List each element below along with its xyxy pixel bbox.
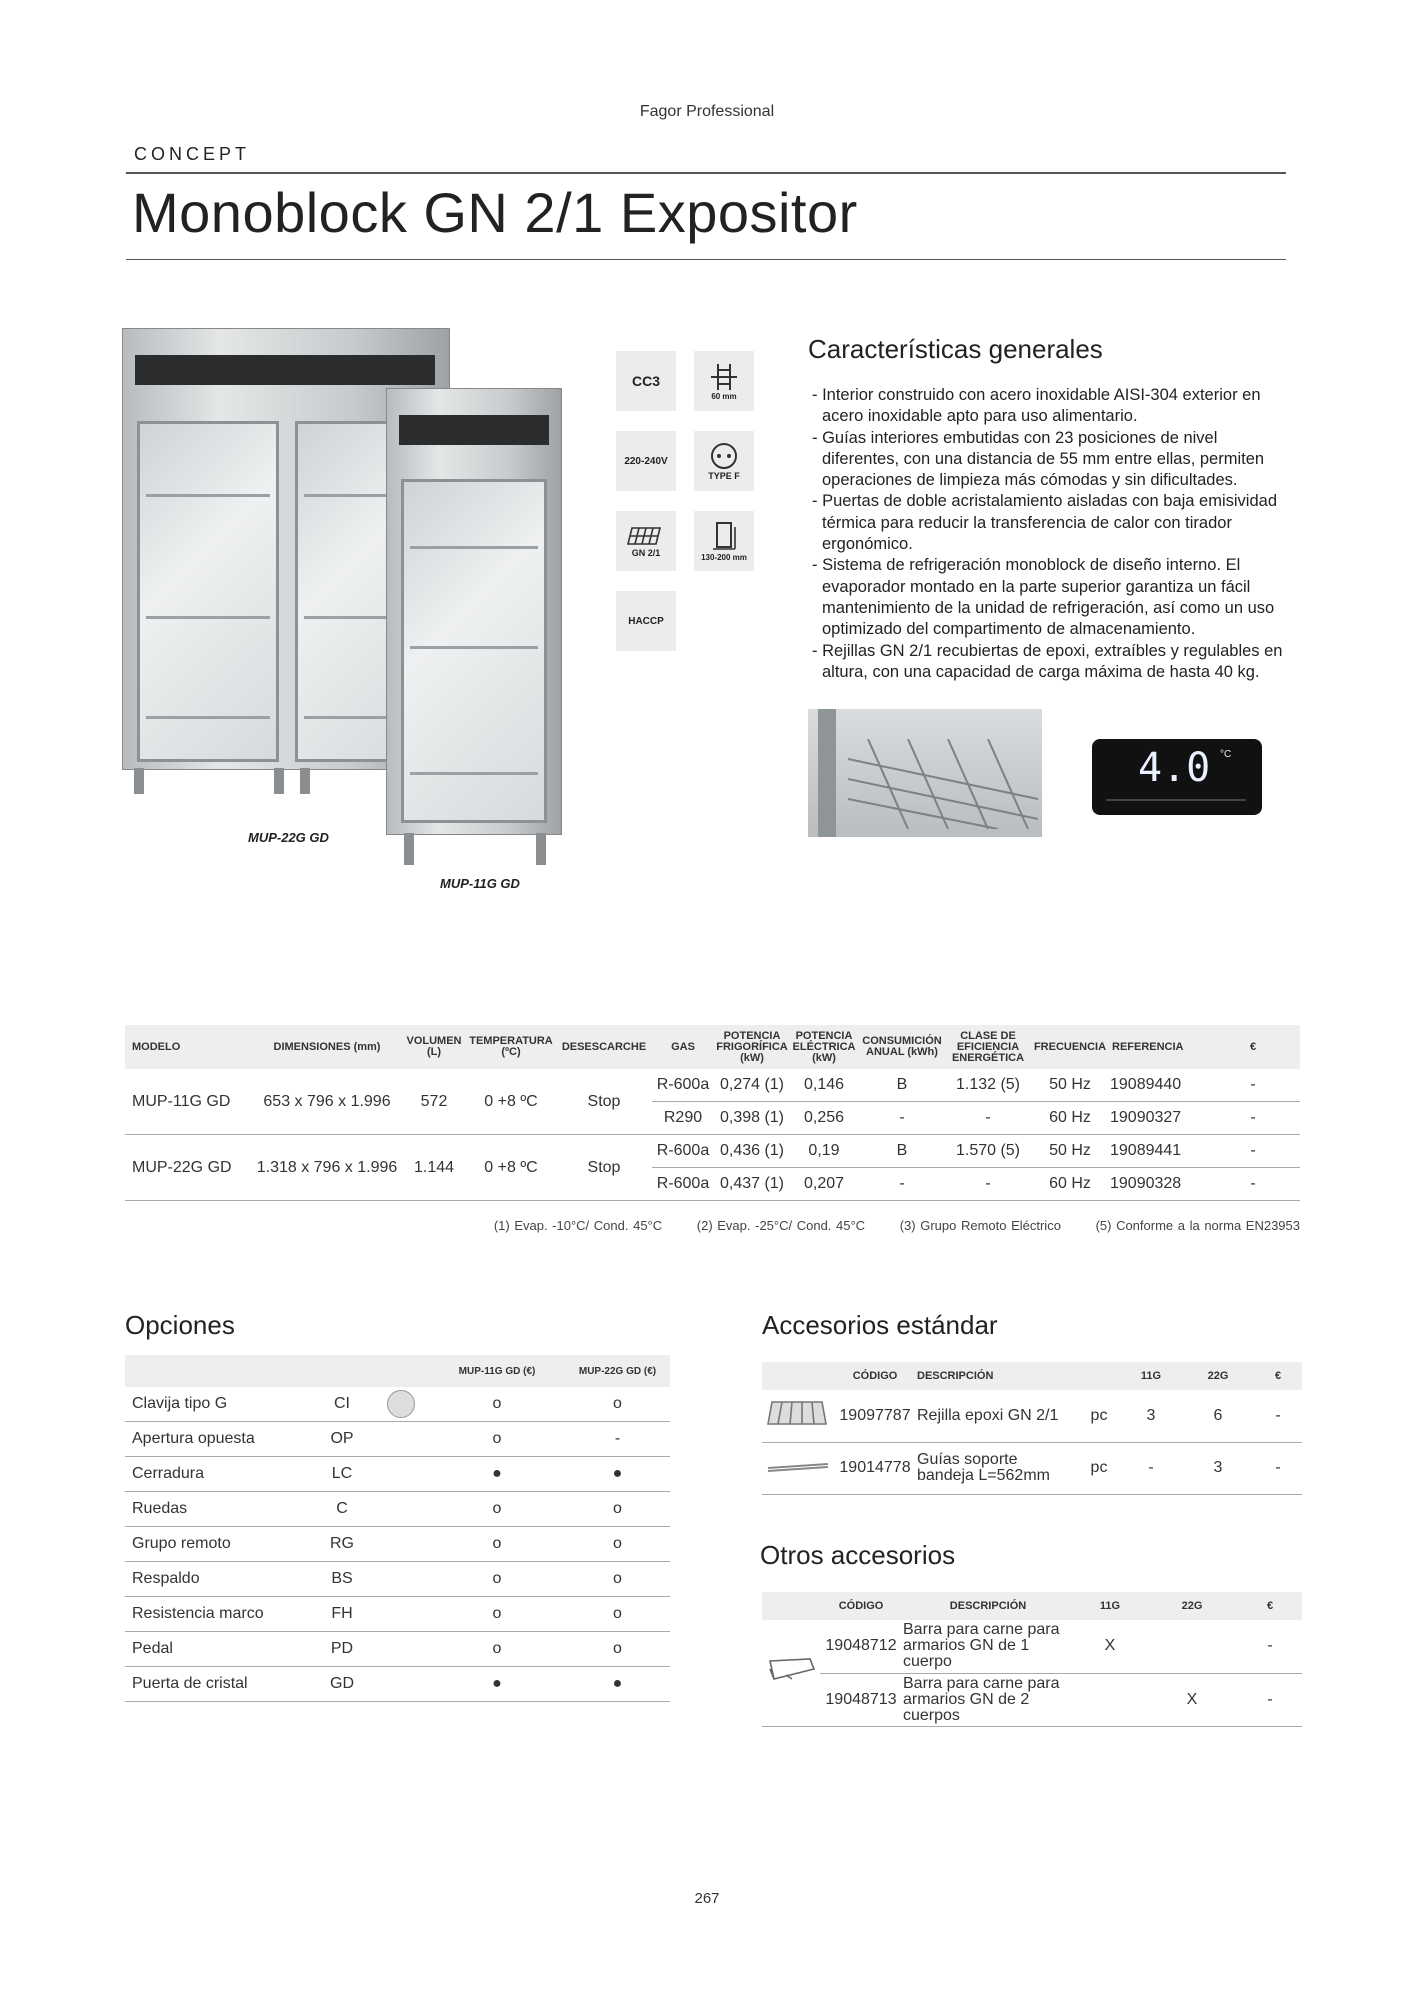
electric-cell: 0,256	[790, 1102, 858, 1135]
accessory-desc: Rejilla epoxi GN 2/1	[916, 1390, 1078, 1442]
cooling-cell: 0,398 (1)	[714, 1102, 790, 1135]
footnotes	[125, 1218, 1300, 1233]
feature-item: - Guías interiores embutidas con 23 posiciones de nivel diferentes, con una distancia de 55 mm entre ellas, permiten operaciones de limpieza más cómodas y sin dificultades.	[812, 428, 1265, 490]
insulation-icon: 60 mm	[694, 351, 754, 411]
option-value: -	[565, 1422, 670, 1457]
accessory-price: -	[1238, 1673, 1302, 1726]
specs-table	[125, 1025, 1300, 1201]
col-header: DESCRIPCIÓN	[916, 1362, 1078, 1390]
frequency-cell: 60 Hz	[1030, 1168, 1110, 1201]
accessory-price: -	[1238, 1620, 1302, 1673]
table-row	[125, 1527, 670, 1562]
col-header: 22G	[1182, 1362, 1254, 1390]
col-header: DESESCARCHE	[556, 1025, 652, 1069]
cooling-cell: 0,437 (1)	[714, 1168, 790, 1201]
frequency-cell: 50 Hz	[1030, 1135, 1110, 1168]
frequency-cell: 60 Hz	[1030, 1102, 1110, 1135]
standard-accessories-table	[762, 1362, 1302, 1495]
voltage-icon: 220-240V	[616, 431, 676, 491]
option-name: Puerta de cristal	[125, 1667, 311, 1702]
meat-rail-icon	[766, 1655, 816, 1685]
reference-cell: 19089441	[1110, 1135, 1206, 1168]
col-header: DESCRIPCIÓN	[902, 1592, 1074, 1620]
class-cell: 1.570 (5)	[946, 1135, 1030, 1168]
haccp-icon: HACCP	[616, 591, 676, 651]
table-row	[125, 1667, 670, 1702]
option-value: o	[429, 1422, 565, 1457]
table-row	[762, 1673, 1302, 1726]
col-header: €	[1254, 1362, 1302, 1390]
height-icon: 130-200 mm	[694, 511, 754, 571]
feature-item: - Rejillas GN 2/1 recubiertas de epoxi, extraíbles y regulables en altura, con una capacidad de carga máxima de hasta 40 kg.	[812, 641, 1283, 681]
feature-item: - Sistema de refrigeración monoblock de diseño interno. El evaporador montado en la parte superior garantiza un fácil mantenimiento de la unidad de refrigeración, así como un uso optimizado del compartimento de almacenamiento.	[812, 556, 1275, 639]
col-header: MODELO	[125, 1025, 252, 1069]
table-row	[125, 1422, 670, 1457]
electric-cell: 0,19	[790, 1135, 858, 1168]
col-header: CÓDIGO	[820, 1592, 902, 1620]
plug-icon: TYPE F	[694, 431, 754, 491]
standard-accessories-title: Accesorios estándar	[762, 1310, 998, 1340]
option-name: Ruedas	[125, 1492, 311, 1527]
price-cell: -	[1206, 1102, 1300, 1135]
option-value: o	[565, 1632, 670, 1667]
class-cell: -	[946, 1102, 1030, 1135]
col-header: CÓDIGO	[834, 1362, 916, 1390]
col-header: MUP-22G GD (€)	[565, 1355, 670, 1387]
header-row	[762, 1362, 1302, 1390]
option-value: o	[565, 1597, 670, 1632]
accessory-desc: Barra para carne para armarios GN de 2 cuerpos	[902, 1673, 1074, 1726]
shelf-detail-photo	[808, 709, 1042, 837]
col-header: VOLUMEN (L)	[402, 1025, 466, 1069]
consumption-cell: -	[858, 1168, 946, 1201]
accessory-qty: 3	[1120, 1390, 1182, 1442]
plug-g-icon	[387, 1390, 415, 1418]
cooling-cell: 0,274 (1)	[714, 1069, 790, 1102]
page-number: 267	[694, 1890, 720, 1907]
option-name: Resistencia marco	[125, 1597, 311, 1632]
volume-cell: 572	[402, 1069, 466, 1135]
accessory-qty: 3	[1182, 1442, 1254, 1494]
consumption-cell: B	[858, 1135, 946, 1168]
option-name: Apertura opuesta	[125, 1422, 311, 1457]
temp-cell: 0 +8 ºC	[466, 1135, 556, 1201]
option-name: Respaldo	[125, 1562, 311, 1597]
accessory-code: 19048712	[820, 1620, 902, 1673]
accessory-qty: 6	[1182, 1390, 1254, 1442]
option-value: o	[429, 1597, 565, 1632]
display-value: 4.0	[1138, 745, 1211, 791]
col-header: POTENCIA FRIGORÍFICA (kW)	[714, 1025, 790, 1069]
table-row	[762, 1442, 1302, 1494]
col-header: 11G	[1120, 1362, 1182, 1390]
product-image-mup-11g	[386, 388, 560, 868]
accessory-unit: pc	[1078, 1390, 1120, 1442]
option-value: o	[565, 1492, 670, 1527]
class-cell: -	[946, 1168, 1030, 1201]
other-accessories-table	[762, 1592, 1302, 1727]
caption-mup-22g: MUP-22G GD	[248, 830, 329, 845]
options-header-row	[125, 1355, 670, 1387]
option-code: PD	[311, 1632, 373, 1667]
table-row	[125, 1457, 670, 1492]
dims-cell: 1.318 x 796 x 1.996	[252, 1135, 402, 1201]
col-header: DIMENSIONES (mm)	[252, 1025, 402, 1069]
col-header: POTENCIA ELÉCTRICA (kW)	[790, 1025, 858, 1069]
class-cell: 1.132 (5)	[946, 1069, 1030, 1102]
table-row	[125, 1492, 670, 1527]
option-name: Pedal	[125, 1632, 311, 1667]
table-row	[125, 1135, 1300, 1168]
option-code: GD	[311, 1667, 373, 1702]
options-title: Opciones	[125, 1310, 235, 1340]
table-row	[125, 1069, 1300, 1102]
accessory-qty: X	[1146, 1673, 1238, 1726]
option-value: o	[429, 1562, 565, 1597]
footnote: (3) Grupo Remoto Eléctrico	[899, 1218, 1061, 1233]
accessory-code: 19048713	[820, 1673, 902, 1726]
defrost-cell: Stop	[556, 1135, 652, 1201]
col-header: 22G	[1146, 1592, 1238, 1620]
option-value: o	[429, 1387, 565, 1422]
table-row	[125, 1562, 670, 1597]
accessory-qty	[1146, 1620, 1238, 1673]
footnote: (2) Evap. -25°C/ Cond. 45°C	[696, 1218, 866, 1233]
option-value: ●	[429, 1667, 565, 1702]
accessory-price: -	[1254, 1390, 1302, 1442]
gas-cell: R-600a	[652, 1135, 714, 1168]
divider	[126, 172, 1286, 174]
price-cell: -	[1206, 1135, 1300, 1168]
temperature-display	[1092, 739, 1262, 815]
option-code: OP	[311, 1422, 373, 1457]
table-row	[762, 1390, 1302, 1442]
table-row	[125, 1387, 670, 1422]
cooling-cell: 0,436 (1)	[714, 1135, 790, 1168]
features-list	[808, 385, 1298, 683]
other-accessories-title: Otros accesorios	[760, 1540, 956, 1570]
model-cell: MUP-11G GD	[125, 1069, 252, 1135]
grid-shelf-icon	[766, 1398, 830, 1428]
option-value: ●	[565, 1457, 670, 1492]
option-code: CI	[311, 1387, 373, 1422]
option-value: o	[565, 1527, 670, 1562]
accessory-qty	[1074, 1673, 1146, 1726]
reference-cell: 19090328	[1110, 1168, 1206, 1201]
option-value: o	[429, 1527, 565, 1562]
col-header: MUP-11G GD (€)	[429, 1355, 565, 1387]
option-name: Cerradura	[125, 1457, 311, 1492]
col-header: €	[1206, 1025, 1300, 1069]
temp-cell: 0 +8 ºC	[466, 1069, 556, 1135]
footnote: (5) Conforme a la norma EN23953	[1095, 1218, 1300, 1233]
col-header: TEMPERATURA (ºC)	[466, 1025, 556, 1069]
accessory-price: -	[1254, 1442, 1302, 1494]
climate-class-icon: CC3	[616, 351, 676, 411]
frequency-cell: 50 Hz	[1030, 1069, 1110, 1102]
consumption-cell: B	[858, 1069, 946, 1102]
accessory-qty: X	[1074, 1620, 1146, 1673]
col-header: CONSUMICIÓN ANUAL (kWh)	[858, 1025, 946, 1069]
footnote: (1) Evap. -10°C/ Cond. 45°C	[493, 1218, 663, 1233]
option-value: o	[565, 1387, 670, 1422]
guide-rail-icon	[766, 1458, 830, 1474]
feature-item: - Puertas de doble acristalamiento aisladas con baja emisividad térmica para reducir la transferencia de calor con tirador ergonómico.	[812, 492, 1278, 554]
col-header: CLASE DE EFICIENCIA ENERGÉTICA	[946, 1025, 1030, 1069]
reference-cell: 19090327	[1110, 1102, 1206, 1135]
accessory-unit: pc	[1078, 1442, 1120, 1494]
features-title: Características generales	[808, 334, 1103, 364]
option-code: C	[311, 1492, 373, 1527]
reference-cell: 19089440	[1110, 1069, 1206, 1102]
options-table	[125, 1355, 670, 1702]
accessory-desc: Guías soporte bandeja L=562mm	[916, 1442, 1078, 1494]
gas-cell: R-600a	[652, 1168, 714, 1201]
option-code: FH	[311, 1597, 373, 1632]
col-header: FRECUENCIA	[1030, 1025, 1110, 1069]
col-header: GAS	[652, 1025, 714, 1069]
option-value: o	[429, 1632, 565, 1667]
option-code: RG	[311, 1527, 373, 1562]
price-cell: -	[1206, 1168, 1300, 1201]
option-value: o	[429, 1492, 565, 1527]
gastronorm-icon: GN 2/1	[616, 511, 676, 571]
option-value: ●	[565, 1667, 670, 1702]
dims-cell: 653 x 796 x 1.996	[252, 1069, 402, 1135]
electric-cell: 0,146	[790, 1069, 858, 1102]
col-header: 11G	[1074, 1592, 1146, 1620]
accessory-code: 19014778	[834, 1442, 916, 1494]
option-value: ●	[429, 1457, 565, 1492]
accessory-desc: Barra para carne para armarios GN de 1 cuerpo	[902, 1620, 1074, 1673]
option-name: Clavija tipo G	[125, 1387, 311, 1422]
accessory-qty: -	[1120, 1442, 1182, 1494]
option-code: BS	[311, 1562, 373, 1597]
consumption-cell: -	[858, 1102, 946, 1135]
option-name: Grupo remoto	[125, 1527, 311, 1562]
volume-cell: 1.144	[402, 1135, 466, 1201]
gas-cell: R290	[652, 1102, 714, 1135]
divider	[126, 259, 1286, 260]
header-row	[762, 1592, 1302, 1620]
specs-header-row	[125, 1025, 1300, 1069]
caption-mup-11g: MUP-11G GD	[440, 876, 520, 891]
col-header: €	[1238, 1592, 1302, 1620]
option-code: LC	[311, 1457, 373, 1492]
gas-cell: R-600a	[652, 1069, 714, 1102]
accessory-code: 19097787	[834, 1390, 916, 1442]
electric-cell: 0,207	[790, 1168, 858, 1201]
table-row	[762, 1620, 1302, 1673]
brand-name: Fagor Professional	[639, 103, 775, 120]
model-cell: MUP-22G GD	[125, 1135, 252, 1201]
display-unit: °C	[1220, 749, 1232, 760]
section-label: CONCEPT	[134, 144, 251, 164]
col-header: REFERENCIA	[1110, 1025, 1206, 1069]
defrost-cell: Stop	[556, 1069, 652, 1135]
feature-item: - Interior construido con acero inoxidable AISI-304 exterior en acero inoxidable apto para uso alimentario.	[812, 386, 1261, 426]
option-value: o	[565, 1562, 670, 1597]
page-title: Monoblock GN 2/1 Expositor	[132, 181, 858, 244]
price-cell: -	[1206, 1069, 1300, 1102]
table-row	[125, 1632, 670, 1667]
table-row	[125, 1597, 670, 1632]
